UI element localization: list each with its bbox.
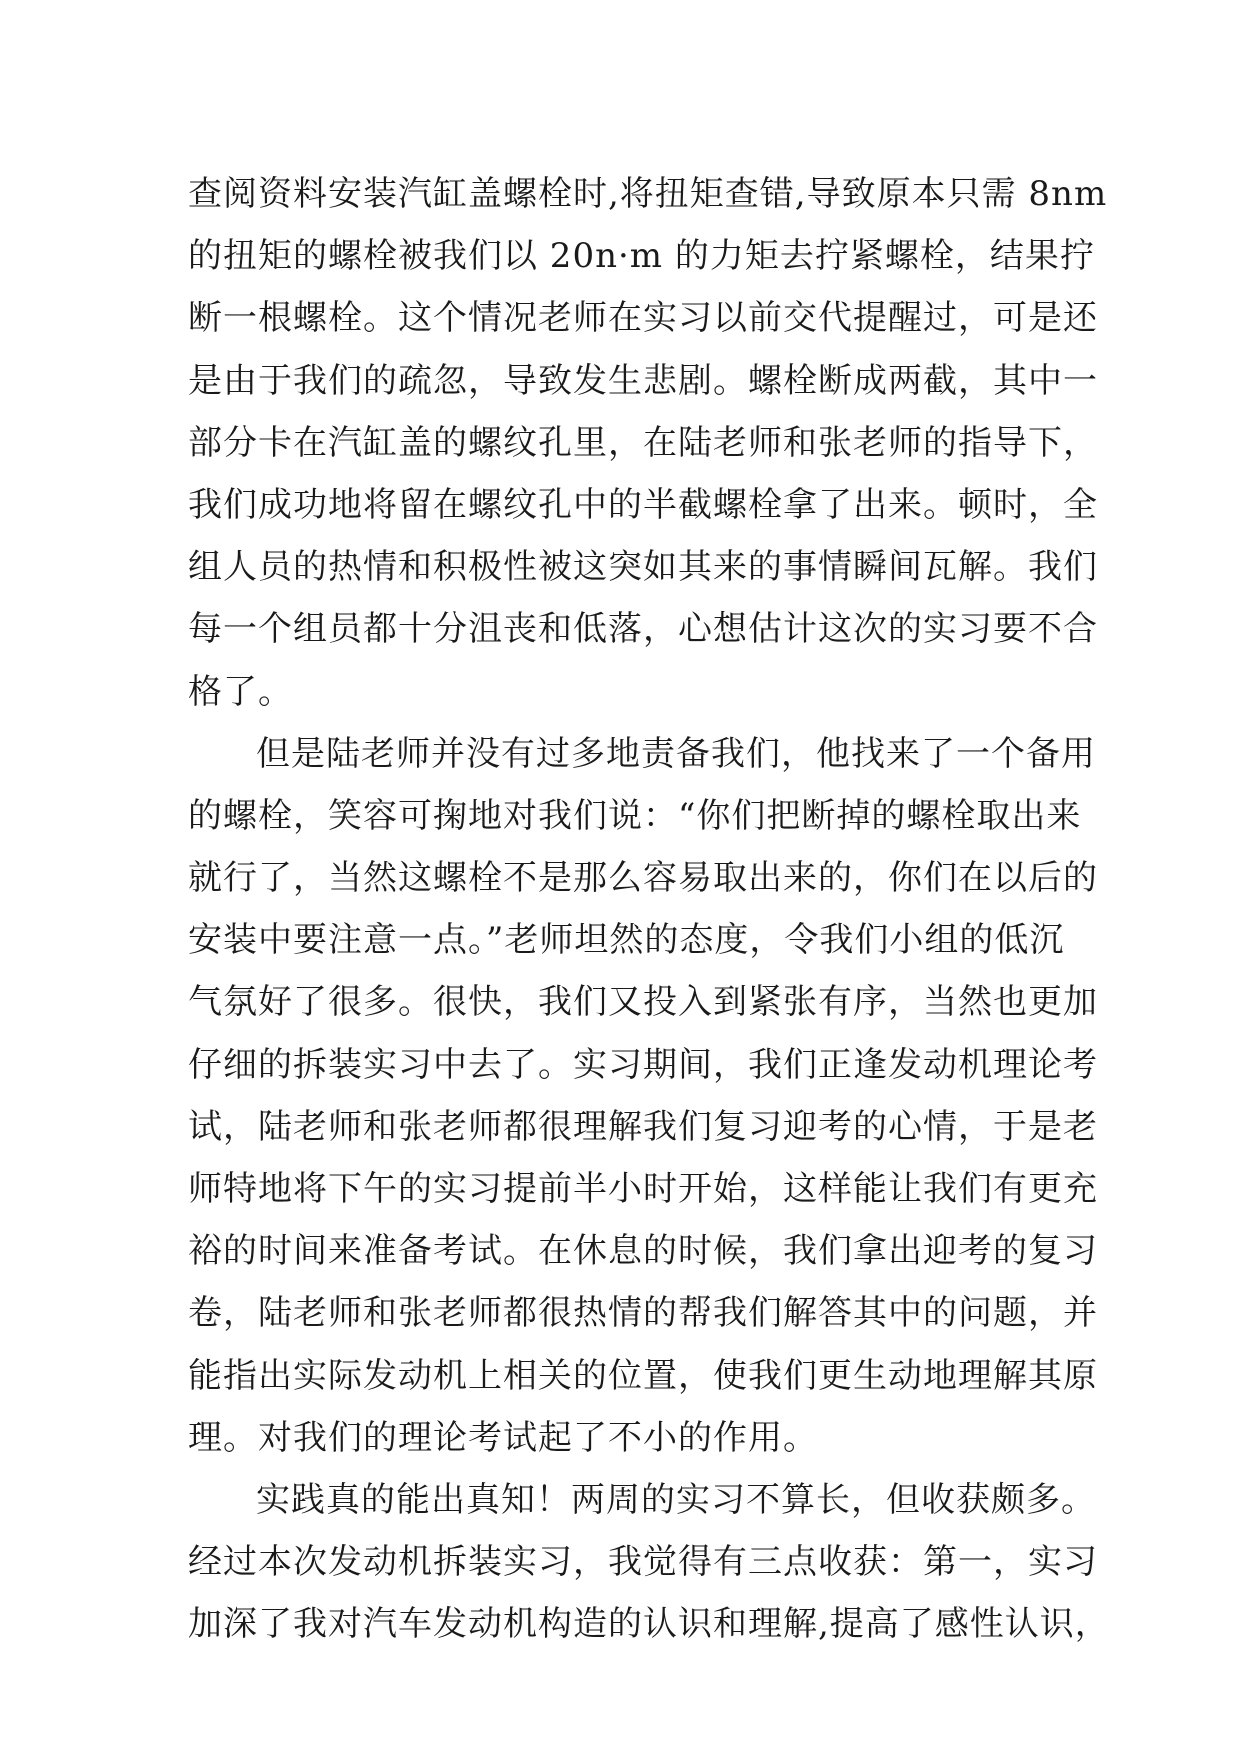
text-line: 查阅资料安装汽缸盖螺栓时,将扭矩查错,导致原本只需 8nm — [188, 174, 1108, 214]
text-line: 仔细的拆装实习中去了。实习期间，我们正逢发动机理论考 — [188, 1044, 1098, 1085]
paragraph-first-line: 但是陆老师并没有过多地责备我们，他找来了一个备用 — [256, 733, 1096, 774]
text-line: 师特地将下午的实习提前半小时开始，这样能让我们有更充 — [188, 1169, 1098, 1209]
body-text — [188, 163, 1110, 1656]
text-line: 的螺栓，笑容可掬地对我们说：“你们把断掉的螺栓取出来 — [188, 795, 1082, 836]
text-line: 试，陆老师和张老师都很理解我们复习迎考的心情，于是老 — [188, 1106, 1098, 1147]
text-line: 的扭矩的螺栓被我们以 20n·m 的力矩去拧紧螺栓，结果拧 — [188, 236, 1095, 277]
paragraph-first-line: 实践真的能出真知！两周的实习不算长，但收获颇多。 — [256, 1479, 1096, 1520]
text-line: 格了。 — [188, 671, 293, 712]
text-line: 我们成功地将留在螺纹孔中的半截螺栓拿了出来。顿时，全 — [188, 484, 1098, 525]
text-line: 组人员的热情和积极性被这突如其来的事情瞬间瓦解。我们 — [188, 547, 1098, 588]
text-line: 是由于我们的疏忽，导致发生悲剧。螺栓断成两截，其中一 — [188, 360, 1098, 401]
text-line: 理。对我们的理论考试起了不小的作用。 — [188, 1417, 818, 1458]
text-line: 部分卡在汽缸盖的螺纹孔里，在陆老师和张老师的指导下， — [188, 422, 1098, 463]
text-line: 断一根螺栓。这个情况老师在实习以前交代提醒过，可是还 — [188, 298, 1098, 339]
text-line: 能指出实际发动机上相关的位置，使我们更生动地理解其原 — [188, 1355, 1098, 1396]
text-line: 裕的时间来准备考试。在休息的时候，我们拿出迎考的复习 — [188, 1231, 1098, 1272]
text-line: 就行了，当然这螺栓不是那么容易取出来的，你们在以后的 — [188, 858, 1098, 899]
text-line: 安装中要注意一点。”老师坦然的态度，令我们小组的低沉 — [188, 920, 1065, 961]
text-line: 气氛好了很多。很快，我们又投入到紧张有序，当然也更加 — [188, 982, 1098, 1023]
text-line: 每一个组员都十分沮丧和低落，心想估计这次的实习要不合 — [188, 609, 1098, 650]
text-line: 卷，陆老师和张老师都很热情的帮我们解答其中的问题，并 — [188, 1293, 1098, 1334]
text-line: 加深了我对汽车发动机构造的认识和理解,提高了感性认识， — [188, 1604, 1110, 1645]
text-line: 经过本次发动机拆装实习，我觉得有三点收获：第一，实习 — [188, 1542, 1098, 1583]
